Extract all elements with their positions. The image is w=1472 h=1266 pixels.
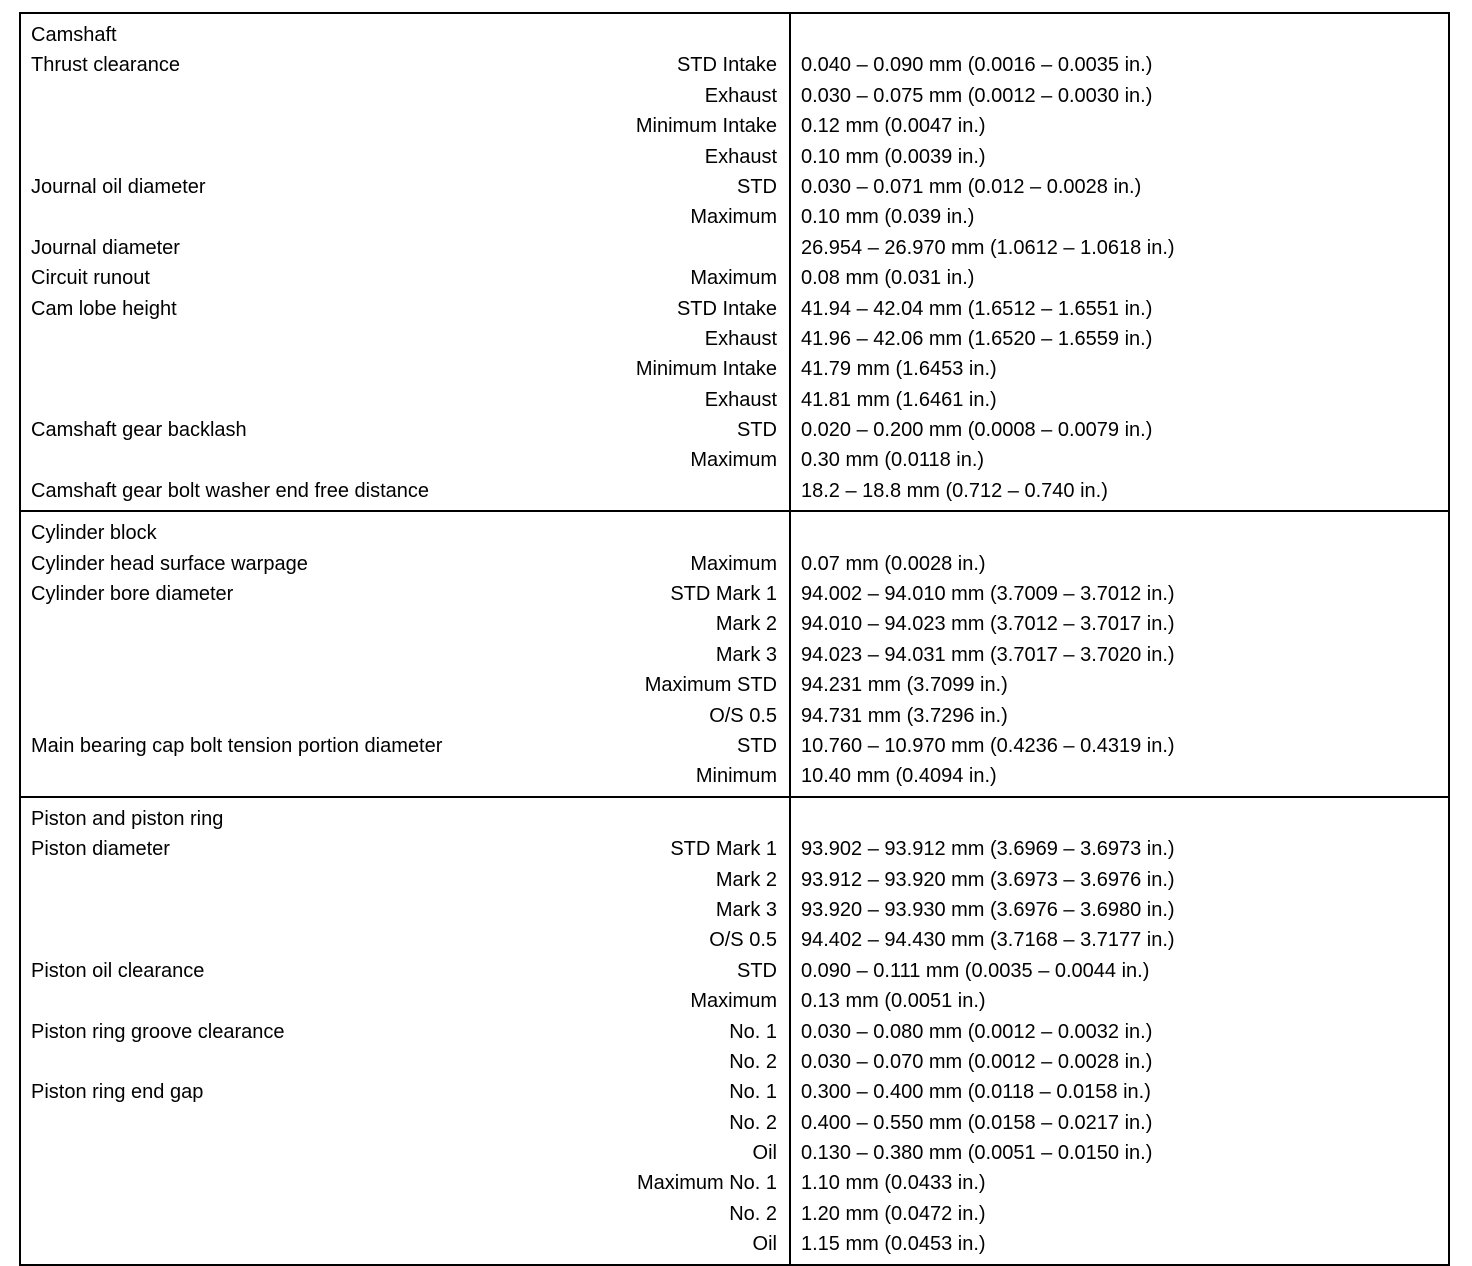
spec-row-label xyxy=(31,111,777,141)
parameter-name: Cam lobe height xyxy=(31,297,177,320)
condition-label: Mark 3 xyxy=(715,643,777,666)
parameter-name: Camshaft gear backlash xyxy=(31,419,247,442)
condition-label: Minimum Intake xyxy=(635,358,777,381)
spec-row-label xyxy=(31,233,777,263)
condition-label: STD Intake xyxy=(676,54,777,77)
condition-label: Exhaust xyxy=(704,145,777,168)
condition-label: No. 1 xyxy=(729,1020,777,1043)
spec-row-label xyxy=(31,415,777,445)
spec-row-label xyxy=(31,263,777,293)
parameter-name: Journal oil diameter xyxy=(31,175,206,198)
condition-label: Maximum xyxy=(690,990,777,1013)
spec-row-label xyxy=(31,1138,777,1168)
section-title: Camshaft xyxy=(31,24,117,46)
section-title: Cylinder block xyxy=(31,522,157,545)
spec-row-label xyxy=(31,1077,777,1107)
condition-label: Maximum STD xyxy=(644,674,777,697)
spec-row-label xyxy=(31,1229,777,1259)
condition-label: No. 2 xyxy=(729,1202,777,1225)
spec-row-label xyxy=(31,202,777,232)
spec-row-label xyxy=(31,1017,777,1047)
spec-value: 0.10 mm (0.0039 in.) xyxy=(801,145,986,168)
spec-value: 93.912 – 93.920 mm (3.6973 – 3.6976 in.) xyxy=(801,868,1175,891)
spec-row-label xyxy=(31,761,777,791)
spec-row-label xyxy=(31,701,777,731)
parameter-column xyxy=(21,798,791,1264)
spec-value: 94.402 – 94.430 mm (3.7168 – 3.7177 in.) xyxy=(801,929,1175,952)
spec-table xyxy=(19,12,1450,1266)
section-title: Piston and piston ring xyxy=(31,807,224,830)
spec-value: 0.400 – 0.550 mm (0.0158 – 0.0217 in.) xyxy=(801,1111,1153,1134)
value-column xyxy=(791,14,1448,510)
blank-value-cell xyxy=(801,20,1438,50)
spec-section xyxy=(21,796,1448,1264)
spec-section xyxy=(21,510,1448,796)
condition-label: STD xyxy=(737,734,777,757)
spec-value: 94.002 – 94.010 mm (3.7009 – 3.7012 in.) xyxy=(801,583,1175,606)
condition-label: STD Mark 1 xyxy=(670,583,777,606)
parameter-name: Camshaft gear bolt washer end free distance xyxy=(31,479,429,502)
spec-value: 0.040 – 0.090 mm (0.0016 – 0.0035 in.) xyxy=(801,54,1153,77)
spec-value: 93.920 – 93.930 mm (3.6976 – 3.6980 in.) xyxy=(801,898,1175,921)
condition-label: No. 2 xyxy=(729,1111,777,1134)
condition-label: Minimum Intake xyxy=(635,115,777,138)
parameter-name: Journal diameter xyxy=(31,236,180,259)
condition-label: Exhaust xyxy=(704,327,777,350)
condition-label: Mark 2 xyxy=(715,868,777,891)
spec-value: 94.731 mm (3.7296 in.) xyxy=(801,704,1008,727)
parameter-name: Cylinder bore diameter xyxy=(31,583,234,606)
condition-label: Mark 3 xyxy=(715,898,777,921)
spec-value: 94.010 – 94.023 mm (3.7012 – 3.7017 in.) xyxy=(801,613,1175,636)
blank-value-cell xyxy=(801,804,1438,834)
spec-row-label xyxy=(31,354,777,384)
condition-label: STD Mark 1 xyxy=(670,838,777,861)
spec-row-label xyxy=(31,549,777,579)
spec-value: 41.94 – 42.04 mm (1.6512 – 1.6551 in.) xyxy=(801,297,1153,320)
spec-row-label xyxy=(31,895,777,925)
spec-value: 0.08 mm (0.031 in.) xyxy=(801,267,975,290)
spec-value: 94.231 mm (3.7099 in.) xyxy=(801,674,1008,697)
spec-row-label xyxy=(31,731,777,761)
parameter-column xyxy=(21,512,791,796)
spec-value: 1.20 mm (0.0472 in.) xyxy=(801,1202,986,1225)
parameter-column xyxy=(21,14,791,510)
condition-label: Maximum xyxy=(690,267,777,290)
condition-label: No. 2 xyxy=(729,1050,777,1073)
spec-value: 1.15 mm (0.0453 in.) xyxy=(801,1233,986,1256)
spec-row-label xyxy=(31,445,777,475)
spec-row-label xyxy=(31,834,777,864)
spec-value: 0.020 – 0.200 mm (0.0008 – 0.0079 in.) xyxy=(801,419,1153,442)
spec-row-label xyxy=(31,1108,777,1138)
parameter-name: Cylinder head surface warpage xyxy=(31,552,308,575)
spec-value: 0.13 mm (0.0051 in.) xyxy=(801,990,986,1013)
spec-row-label xyxy=(31,1168,777,1198)
spec-row-label xyxy=(31,986,777,1016)
spec-value: 1.10 mm (0.0433 in.) xyxy=(801,1172,986,1195)
condition-label: Maximum xyxy=(690,206,777,229)
spec-value: 0.090 – 0.111 mm (0.0035 – 0.0044 in.) xyxy=(801,959,1150,982)
parameter-name: Main bearing cap bolt tension portion diameter xyxy=(31,734,443,757)
spec-row-label xyxy=(31,324,777,354)
condition-label: O/S 0.5 xyxy=(709,929,777,952)
parameter-name: Piston ring groove clearance xyxy=(31,1020,285,1043)
value-column xyxy=(791,798,1448,1264)
parameter-name: Circuit runout xyxy=(31,267,150,290)
condition-label: Maximum No. 1 xyxy=(636,1172,777,1195)
spec-row-label xyxy=(31,579,777,609)
parameter-name: Piston oil clearance xyxy=(31,959,205,982)
parameter-name: Thrust clearance xyxy=(31,54,180,77)
spec-row-label xyxy=(31,956,777,986)
condition-label: Mark 2 xyxy=(715,613,777,636)
spec-value: 0.30 mm (0.0118 in.) xyxy=(801,449,985,472)
spec-value: 0.300 – 0.400 mm (0.0118 – 0.0158 in.) xyxy=(801,1081,1151,1104)
spec-row-label xyxy=(31,609,777,639)
spec-value: 0.12 mm (0.0047 in.) xyxy=(801,115,986,138)
spec-value: 26.954 – 26.970 mm (1.0612 – 1.0618 in.) xyxy=(801,236,1175,259)
spec-value: 93.902 – 93.912 mm (3.6969 – 3.6973 in.) xyxy=(801,838,1175,861)
parameter-name: Piston diameter xyxy=(31,838,170,861)
spec-value: 0.030 – 0.075 mm (0.0012 – 0.0030 in.) xyxy=(801,84,1153,107)
condition-label: Oil xyxy=(752,1142,777,1165)
spec-row-label xyxy=(31,81,777,111)
spec-value: 10.760 – 10.970 mm (0.4236 – 0.4319 in.) xyxy=(801,734,1175,757)
condition-label: Maximum xyxy=(690,552,777,575)
spec-value: 0.07 mm (0.0028 in.) xyxy=(801,552,986,575)
spec-value: 18.2 – 18.8 mm (0.712 – 0.740 in.) xyxy=(801,479,1108,502)
spec-value: 41.96 – 42.06 mm (1.6520 – 1.6559 in.) xyxy=(801,327,1153,350)
blank-value-cell xyxy=(801,518,1438,548)
spec-value: 0.030 – 0.071 mm (0.012 – 0.0028 in.) xyxy=(801,175,1142,198)
condition-label: Exhaust xyxy=(704,84,777,107)
spec-row-label xyxy=(31,865,777,895)
parameter-name: Piston ring end gap xyxy=(31,1081,204,1104)
value-column xyxy=(791,512,1448,796)
spec-value: 0.10 mm (0.039 in.) xyxy=(801,206,975,229)
spec-row-label xyxy=(31,50,777,80)
spec-value: 41.79 mm (1.6453 in.) xyxy=(801,358,997,381)
spec-row-label xyxy=(31,925,777,955)
condition-label: STD xyxy=(737,959,777,982)
spec-value: 0.030 – 0.080 mm (0.0012 – 0.0032 in.) xyxy=(801,1020,1153,1043)
condition-label: Minimum xyxy=(695,765,777,788)
spec-row-label xyxy=(31,172,777,202)
spec-row-label xyxy=(31,1199,777,1229)
spec-row-label xyxy=(31,476,777,506)
spec-row-label xyxy=(31,640,777,670)
condition-label: No. 1 xyxy=(729,1081,777,1104)
condition-label: STD Intake xyxy=(676,297,777,320)
spec-row-label xyxy=(31,294,777,324)
condition-label: STD xyxy=(737,419,777,442)
spec-row-label xyxy=(31,1047,777,1077)
spec-value: 94.023 – 94.031 mm (3.7017 – 3.7020 in.) xyxy=(801,643,1175,666)
condition-label: Oil xyxy=(752,1233,777,1256)
condition-label: Maximum xyxy=(690,449,777,472)
spec-value: 41.81 mm (1.6461 in.) xyxy=(801,388,997,411)
spec-row-label xyxy=(31,142,777,172)
condition-label: STD xyxy=(737,175,777,198)
spec-section xyxy=(21,14,1448,510)
condition-label: Exhaust xyxy=(704,388,777,411)
spec-value: 0.030 – 0.070 mm (0.0012 – 0.0028 in.) xyxy=(801,1050,1153,1073)
spec-value: 0.130 – 0.380 mm (0.0051 – 0.0150 in.) xyxy=(801,1142,1153,1165)
condition-label: O/S 0.5 xyxy=(709,704,777,727)
spec-row-label xyxy=(31,385,777,415)
spec-value: 10.40 mm (0.4094 in.) xyxy=(801,765,997,788)
spec-row-label xyxy=(31,670,777,700)
